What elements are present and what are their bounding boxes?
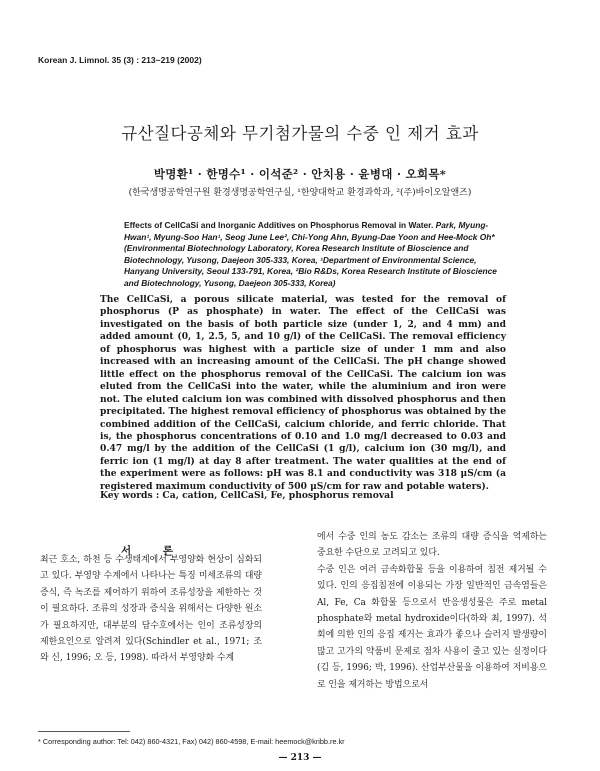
paper-title-korean: 규산질다공체와 무기첨가물의 수중 인 제거 효과 xyxy=(121,124,479,143)
affiliations-korean: (한국생명공학연구원 환경생명공학연구실, ¹한양대학교 환경과학과, ²(주)바이오알앤즈) xyxy=(128,188,472,198)
paper-title-english: Effects of CellCaSi and Inorganic Additives on Phosphorus Removal in Water. xyxy=(124,220,434,230)
section-heading-introduction: 서 론 xyxy=(121,545,187,557)
english-citation-block xyxy=(124,220,504,290)
authors-korean: 박명환¹ · 한명수¹ · 이석준² · 안치용 · 윤병대 · 오희목* xyxy=(153,167,447,181)
page-number: — 213 — xyxy=(278,753,322,763)
keywords: Key words : Ca, cation, CellCaSi, Fe, phosphorus removal xyxy=(100,490,394,501)
journal-reference: Korean J. Limnol. 35 (3) : 213~219 (2002) xyxy=(38,55,202,65)
abstract: The CellCaSi, a porous silicate material, was tested for the removal of phosphorus (P as phosphate) in water. The effect of the CellCaSi was investigated on the basis of both particle size (under 1, 2, and 4 mm) and added amount (0, 1, 2.5, 5, and 10 g/l) of the CellCaSi. The removal efficiency of phosphorus was highest with a particle size of under 1 mm and also increased with an increasing amount of the CellCaSi. The pH change showed little effect on the phosphorus removal of the CellCaSi. The calcium ion was eluted from the CellCaSi into the water, while the aluminium and iron were not. The eluted calcium ion was combined with dissolved phosphorus and then precipitated. The highest removal efficiency of phosphorus was obtained by the combined addition of the CellCaSi, calcium chloride, and ferric chloride. That is, the phosphorus concentrations of 0.10 and 1.0 mg/l decreased to 0.03 and 0.47 mg/l by the addition of the CellCaSi (1 g/l), calcium ion (30 mg/l), and ferric ion (1 mg/l) at day 8 after treatment. The water qualities at the end of the experiment were as follows: pH was 8.1 and conductivity was 318 μS/cm (a registered maximum conductivity of 500 μS/cm for raw and potable waters). xyxy=(100,294,506,492)
english-authors-affiliations: Park, Myung-Hwan¹, Myung-Soo Han¹, Seog June Lee², Chi-Yong Ahn, Byung-Dae Yoon and Hee-Mock Oh* (Environmental Biotechnology Laboratory, Korea Research Institute of Bioscience and Biotechnology, Yusong, Daejeon 305-333, Korea, ¹Department of Environmental Science, Hanyang University, Seoul 133-791, Korea, ²Bio R&Ds, Korea Research Institute of Bioscience and Biotechnology, Yusong, Daejeon 305-333, Korea) xyxy=(124,220,497,288)
body-column-right: 에서 수중 인의 농도 감소는 조류의 대량 증식을 억제하는 중요한 수단으로 고려되고 있다. 수중 인은 여러 금속화합물 등을 이용하여 침전 제거될 수 있다. 인의 응집침전에 이용되는 가장 일반적인 금속염들은 Al, Fe, Ca 화합물 등으로서 반응생성물은 주로 metal phosphate와 metal hydroxide이다(하와 최, 1997). 석회에 의한 인의 응집 제거는 효과가 좋으나 슬러지 발생량이 많고 고가의 약품비 문제로 점차 사용이 줄고 있는 실정이다(김 등, 1996; 박, 1996). 산업부산물을 이용하여 저비용으로 인을 제거하는 방법으로서 xyxy=(317,532,547,690)
footnote-divider xyxy=(38,731,130,732)
body-column-left: 최근 호소, 하천 등 수생태계에서 부영양화 현상이 심화되고 있다. 부영양 수계에서 나타나는 특징 미세조류의 대량증식, 즉 녹조를 제어하기 위하여 조류성장을 제한하는 것이 필요하다. 조류의 성장과 증식을 위해서는 다양한 원소가 필요하지만, 대부분의 담수호에서는 인이 조류성장의 제한요인으로 알려져 있다(Schindler et al., 1971; 조와 신, 1996; 오 등, 1998). 따라서 부영양화 수계 xyxy=(40,555,262,664)
corresponding-author-footnote: * Corresponding author: Tel: 042) 860-4321, Fax) 042) 860-4598, E-mail: heemock@kribb.re.kr xyxy=(38,737,345,746)
